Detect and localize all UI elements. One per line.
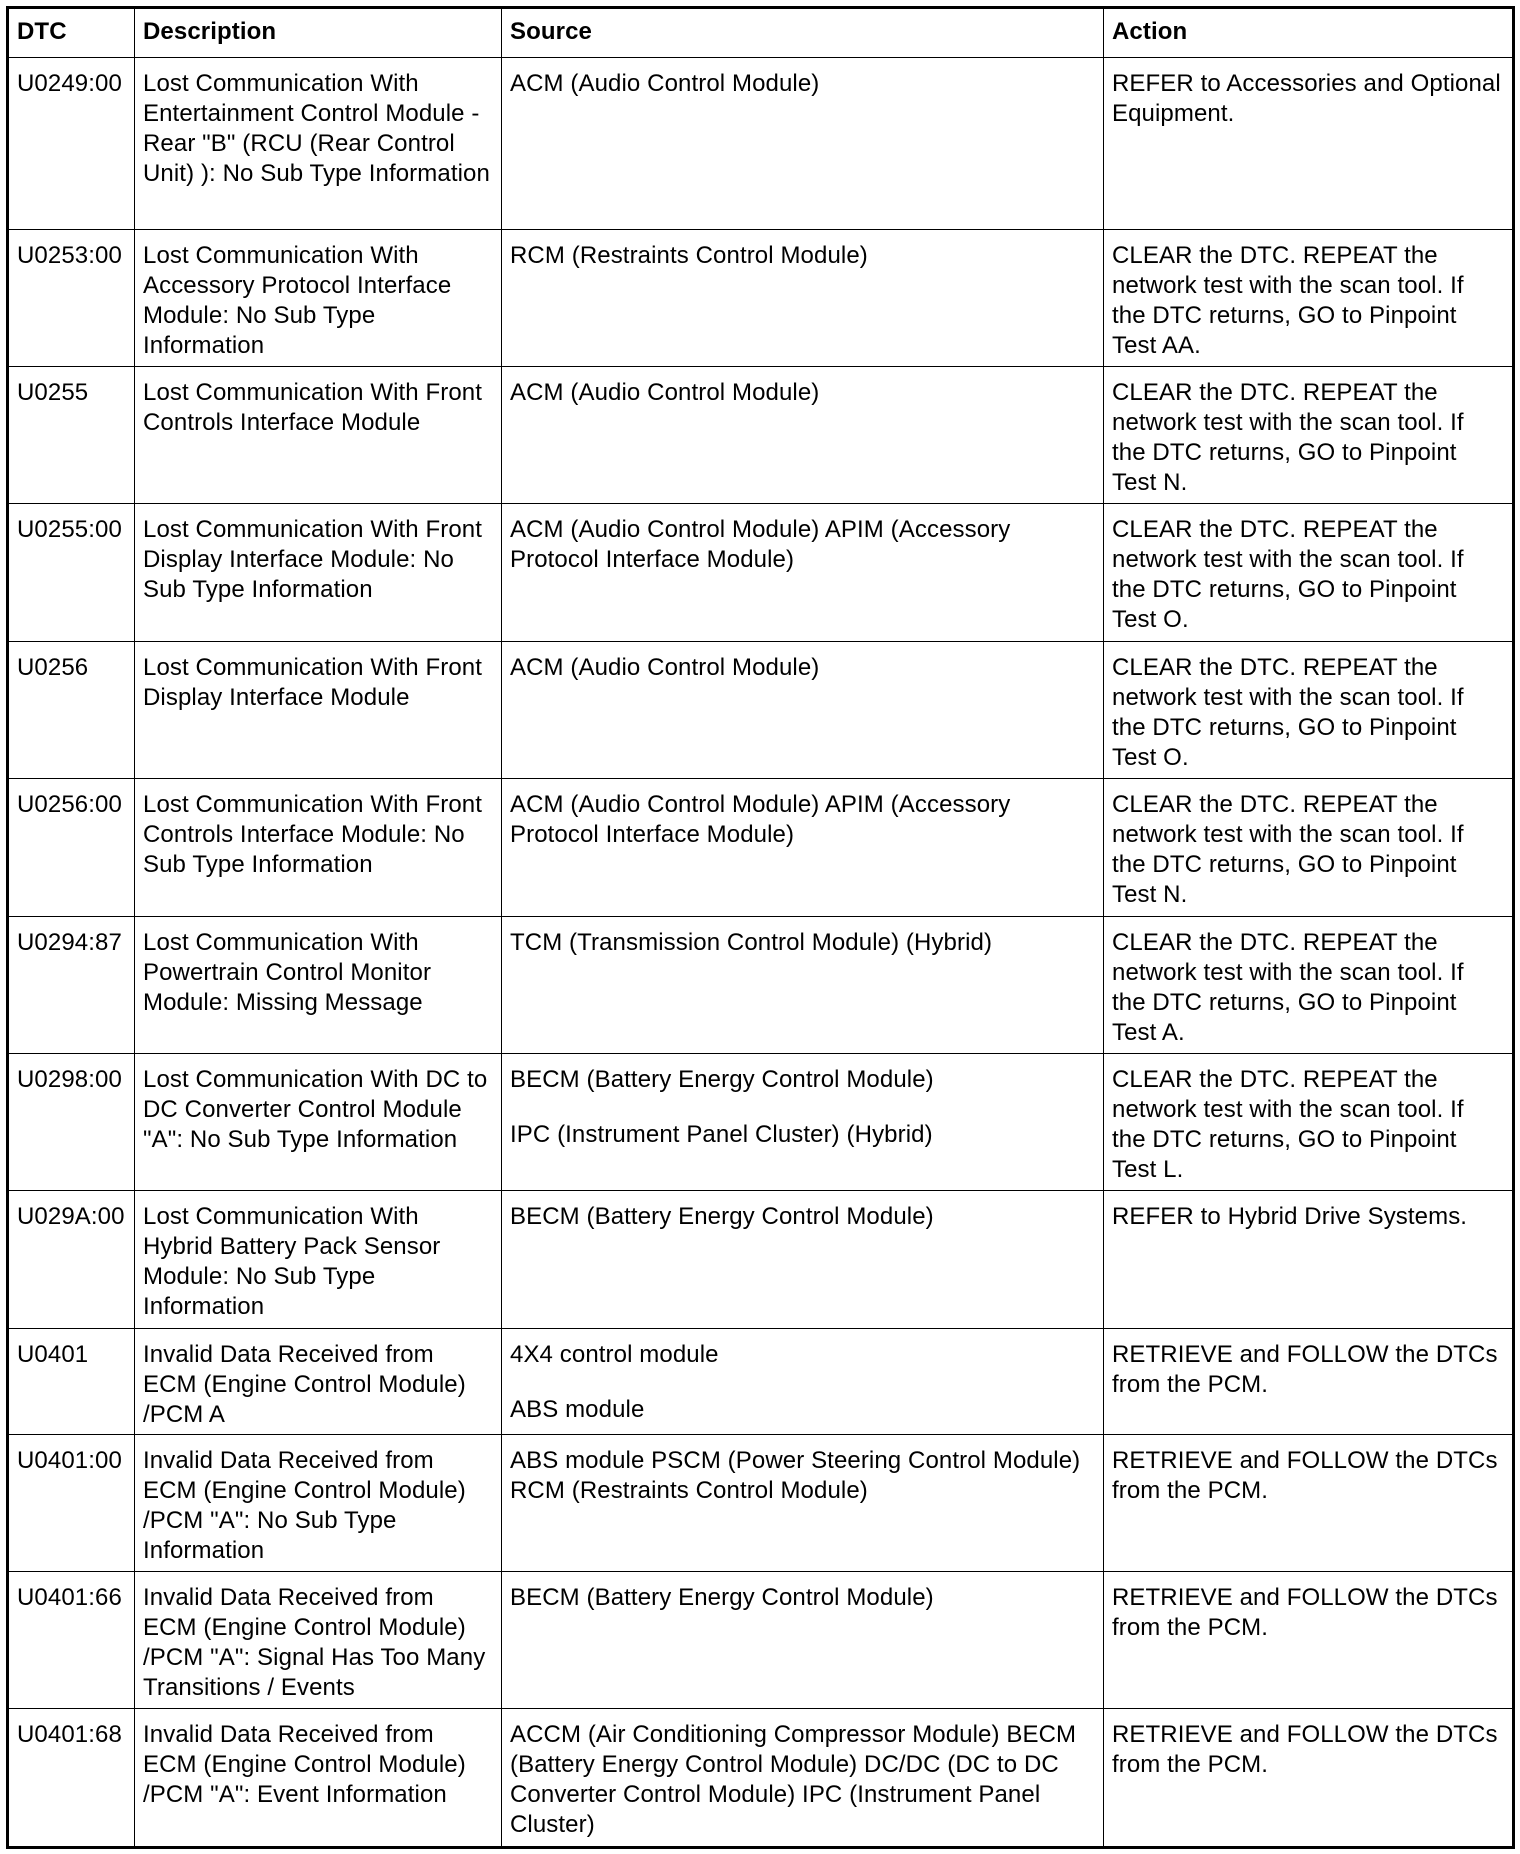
cell-source bbox=[502, 1328, 1104, 1434]
cell-description: Lost Communication With Accessory Protocol Interface Module: No Sub Type Information bbox=[135, 229, 502, 366]
source-line: TCM (Transmission Control Module) (Hybrid) bbox=[510, 928, 993, 956]
table-row bbox=[8, 1709, 1514, 1848]
cell-description: Lost Communication With DC to DC Converter Control Module "A": No Sub Type Information bbox=[135, 1053, 502, 1190]
source-line: ACM (Audio Control Module) APIM (Accessory Protocol Interface Module) bbox=[510, 516, 1011, 574]
cell-dtc: U0249:00 bbox=[8, 58, 135, 230]
cell-action: RETRIEVE and FOLLOW the DTCs from the PCM. bbox=[1104, 1328, 1514, 1434]
cell-action: RETRIEVE and FOLLOW the DTCs from the PCM. bbox=[1104, 1572, 1514, 1709]
cell-action: CLEAR the DTC. REPEAT the network test with the scan tool. If the DTC returns, GO to Pinpoint Test O. bbox=[1104, 504, 1514, 641]
cell-dtc: U0256 bbox=[8, 641, 135, 778]
header-row bbox=[8, 8, 1514, 58]
header-dtc: DTC bbox=[8, 8, 135, 58]
cell-action: CLEAR the DTC. REPEAT the network test with the scan tool. If the DTC returns, GO to Pinpoint Test AA. bbox=[1104, 229, 1514, 366]
cell-description: Lost Communication With Front Display Interface Module: No Sub Type Information bbox=[135, 504, 502, 641]
source-line: ABS module PSCM (Power Steering Control Module) RCM (Restraints Control Module) bbox=[510, 1446, 1081, 1504]
cell-dtc: U0401:68 bbox=[8, 1709, 135, 1848]
cell-source bbox=[502, 58, 1104, 230]
source-line: BECM (Battery Energy Control Module) bbox=[510, 1584, 934, 1612]
source-line: ACM (Audio Control Module) bbox=[510, 70, 820, 97]
table-row bbox=[8, 504, 1514, 641]
header-description: Description bbox=[135, 8, 502, 58]
table-body bbox=[8, 58, 1514, 1848]
table-row bbox=[8, 229, 1514, 366]
cell-description: Lost Communication With Powertrain Control Monitor Module: Missing Message bbox=[135, 916, 502, 1053]
cell-description: Invalid Data Received from ECM (Engine Control Module) /PCM "A": Event Information bbox=[135, 1709, 502, 1848]
table-row bbox=[8, 1572, 1514, 1709]
cell-dtc: U0255 bbox=[8, 367, 135, 504]
cell-action: REFER to Accessories and Optional Equipment. bbox=[1104, 58, 1514, 230]
header-action: Action bbox=[1104, 8, 1514, 58]
table-row bbox=[8, 779, 1514, 916]
cell-action: REFER to Hybrid Drive Systems. bbox=[1104, 1191, 1514, 1328]
cell-dtc: U0255:00 bbox=[8, 504, 135, 641]
cell-description: Invalid Data Received from ECM (Engine Control Module) /PCM A bbox=[135, 1328, 502, 1434]
cell-source bbox=[502, 1191, 1104, 1328]
cell-action: RETRIEVE and FOLLOW the DTCs from the PCM. bbox=[1104, 1434, 1514, 1571]
cell-dtc: U0401 bbox=[8, 1328, 135, 1434]
cell-dtc: U029A:00 bbox=[8, 1191, 135, 1328]
table-row bbox=[8, 1434, 1514, 1571]
cell-dtc: U0401:00 bbox=[8, 1434, 135, 1571]
table-row bbox=[8, 1191, 1514, 1328]
cell-description: Invalid Data Received from ECM (Engine Control Module) /PCM "A": No Sub Type Information bbox=[135, 1434, 502, 1571]
table-row bbox=[8, 1053, 1514, 1190]
source-line: BECM (Battery Energy Control Module) bbox=[510, 1203, 934, 1231]
cell-source bbox=[502, 504, 1104, 641]
cell-description: Lost Communication With Hybrid Battery Pack Sensor Module: No Sub Type Information bbox=[135, 1191, 502, 1328]
cell-source bbox=[502, 1709, 1104, 1848]
cell-action: CLEAR the DTC. REPEAT the network test with the scan tool. If the DTC returns, GO to Pinpoint Test N. bbox=[1104, 367, 1514, 504]
source-line: ACM (Audio Control Module) bbox=[510, 379, 820, 407]
source-line: RCM (Restraints Control Module) bbox=[510, 241, 868, 269]
source-line: ACM (Audio Control Module) bbox=[510, 653, 820, 681]
cell-source bbox=[502, 1434, 1104, 1571]
cell-action: RETRIEVE and FOLLOW the DTCs from the PCM. bbox=[1104, 1709, 1514, 1848]
cell-action: CLEAR the DTC. REPEAT the network test with the scan tool. If the DTC returns, GO to Pinpoint Test L. bbox=[1104, 1053, 1514, 1190]
cell-description: Lost Communication With Front Controls Interface Module: No Sub Type Information bbox=[135, 779, 502, 916]
table-row bbox=[8, 58, 1514, 230]
source-line: ABS module bbox=[510, 1395, 645, 1423]
cell-action: CLEAR the DTC. REPEAT the network test with the scan tool. If the DTC returns, GO to Pinpoint Test N. bbox=[1104, 779, 1514, 916]
cell-source bbox=[502, 779, 1104, 916]
cell-source bbox=[502, 1572, 1104, 1709]
source-line: ACM (Audio Control Module) APIM (Accessory Protocol Interface Module) bbox=[510, 791, 1011, 849]
cell-dtc: U0298:00 bbox=[8, 1053, 135, 1190]
cell-dtc: U0256:00 bbox=[8, 779, 135, 916]
cell-action: CLEAR the DTC. REPEAT the network test with the scan tool. If the DTC returns, GO to Pinpoint Test O. bbox=[1104, 641, 1514, 778]
cell-description: Lost Communication With Front Controls Interface Module bbox=[135, 367, 502, 504]
table-row bbox=[8, 916, 1514, 1053]
cell-dtc: U0294:87 bbox=[8, 916, 135, 1053]
table-row bbox=[8, 641, 1514, 778]
cell-description: Lost Communication With Entertainment Control Module - Rear "B" (RCU (Rear Control Unit) ): No Sub Type Information bbox=[135, 58, 502, 230]
cell-action: CLEAR the DTC. REPEAT the network test with the scan tool. If the DTC returns, GO to Pinpoint Test A. bbox=[1104, 916, 1514, 1053]
cell-source bbox=[502, 641, 1104, 778]
cell-description: Lost Communication With Front Display Interface Module bbox=[135, 641, 502, 778]
dtc-table bbox=[6, 6, 1515, 1849]
cell-source bbox=[502, 916, 1104, 1053]
source-line: ACCM (Air Conditioning Compressor Module) BECM (Battery Energy Control Module) DC/DC (DC to DC Converter Control Module) IPC (Instrument Panel Cluster) bbox=[510, 1721, 1077, 1839]
cell-source bbox=[502, 367, 1104, 504]
cell-dtc: U0253:00 bbox=[8, 229, 135, 366]
cell-dtc: U0401:66 bbox=[8, 1572, 135, 1709]
source-line: BECM (Battery Energy Control Module) bbox=[510, 1065, 934, 1093]
source-line: 4X4 control module bbox=[510, 1340, 719, 1368]
cell-description: Invalid Data Received from ECM (Engine Control Module) /PCM "A": Signal Has Too Many Transitions / Events bbox=[135, 1572, 502, 1709]
cell-source bbox=[502, 229, 1104, 366]
header-source: Source bbox=[502, 8, 1104, 58]
source-line: IPC (Instrument Panel Cluster) (Hybrid) bbox=[510, 1120, 933, 1148]
cell-source bbox=[502, 1053, 1104, 1190]
table-row bbox=[8, 1328, 1514, 1434]
table-row bbox=[8, 367, 1514, 504]
